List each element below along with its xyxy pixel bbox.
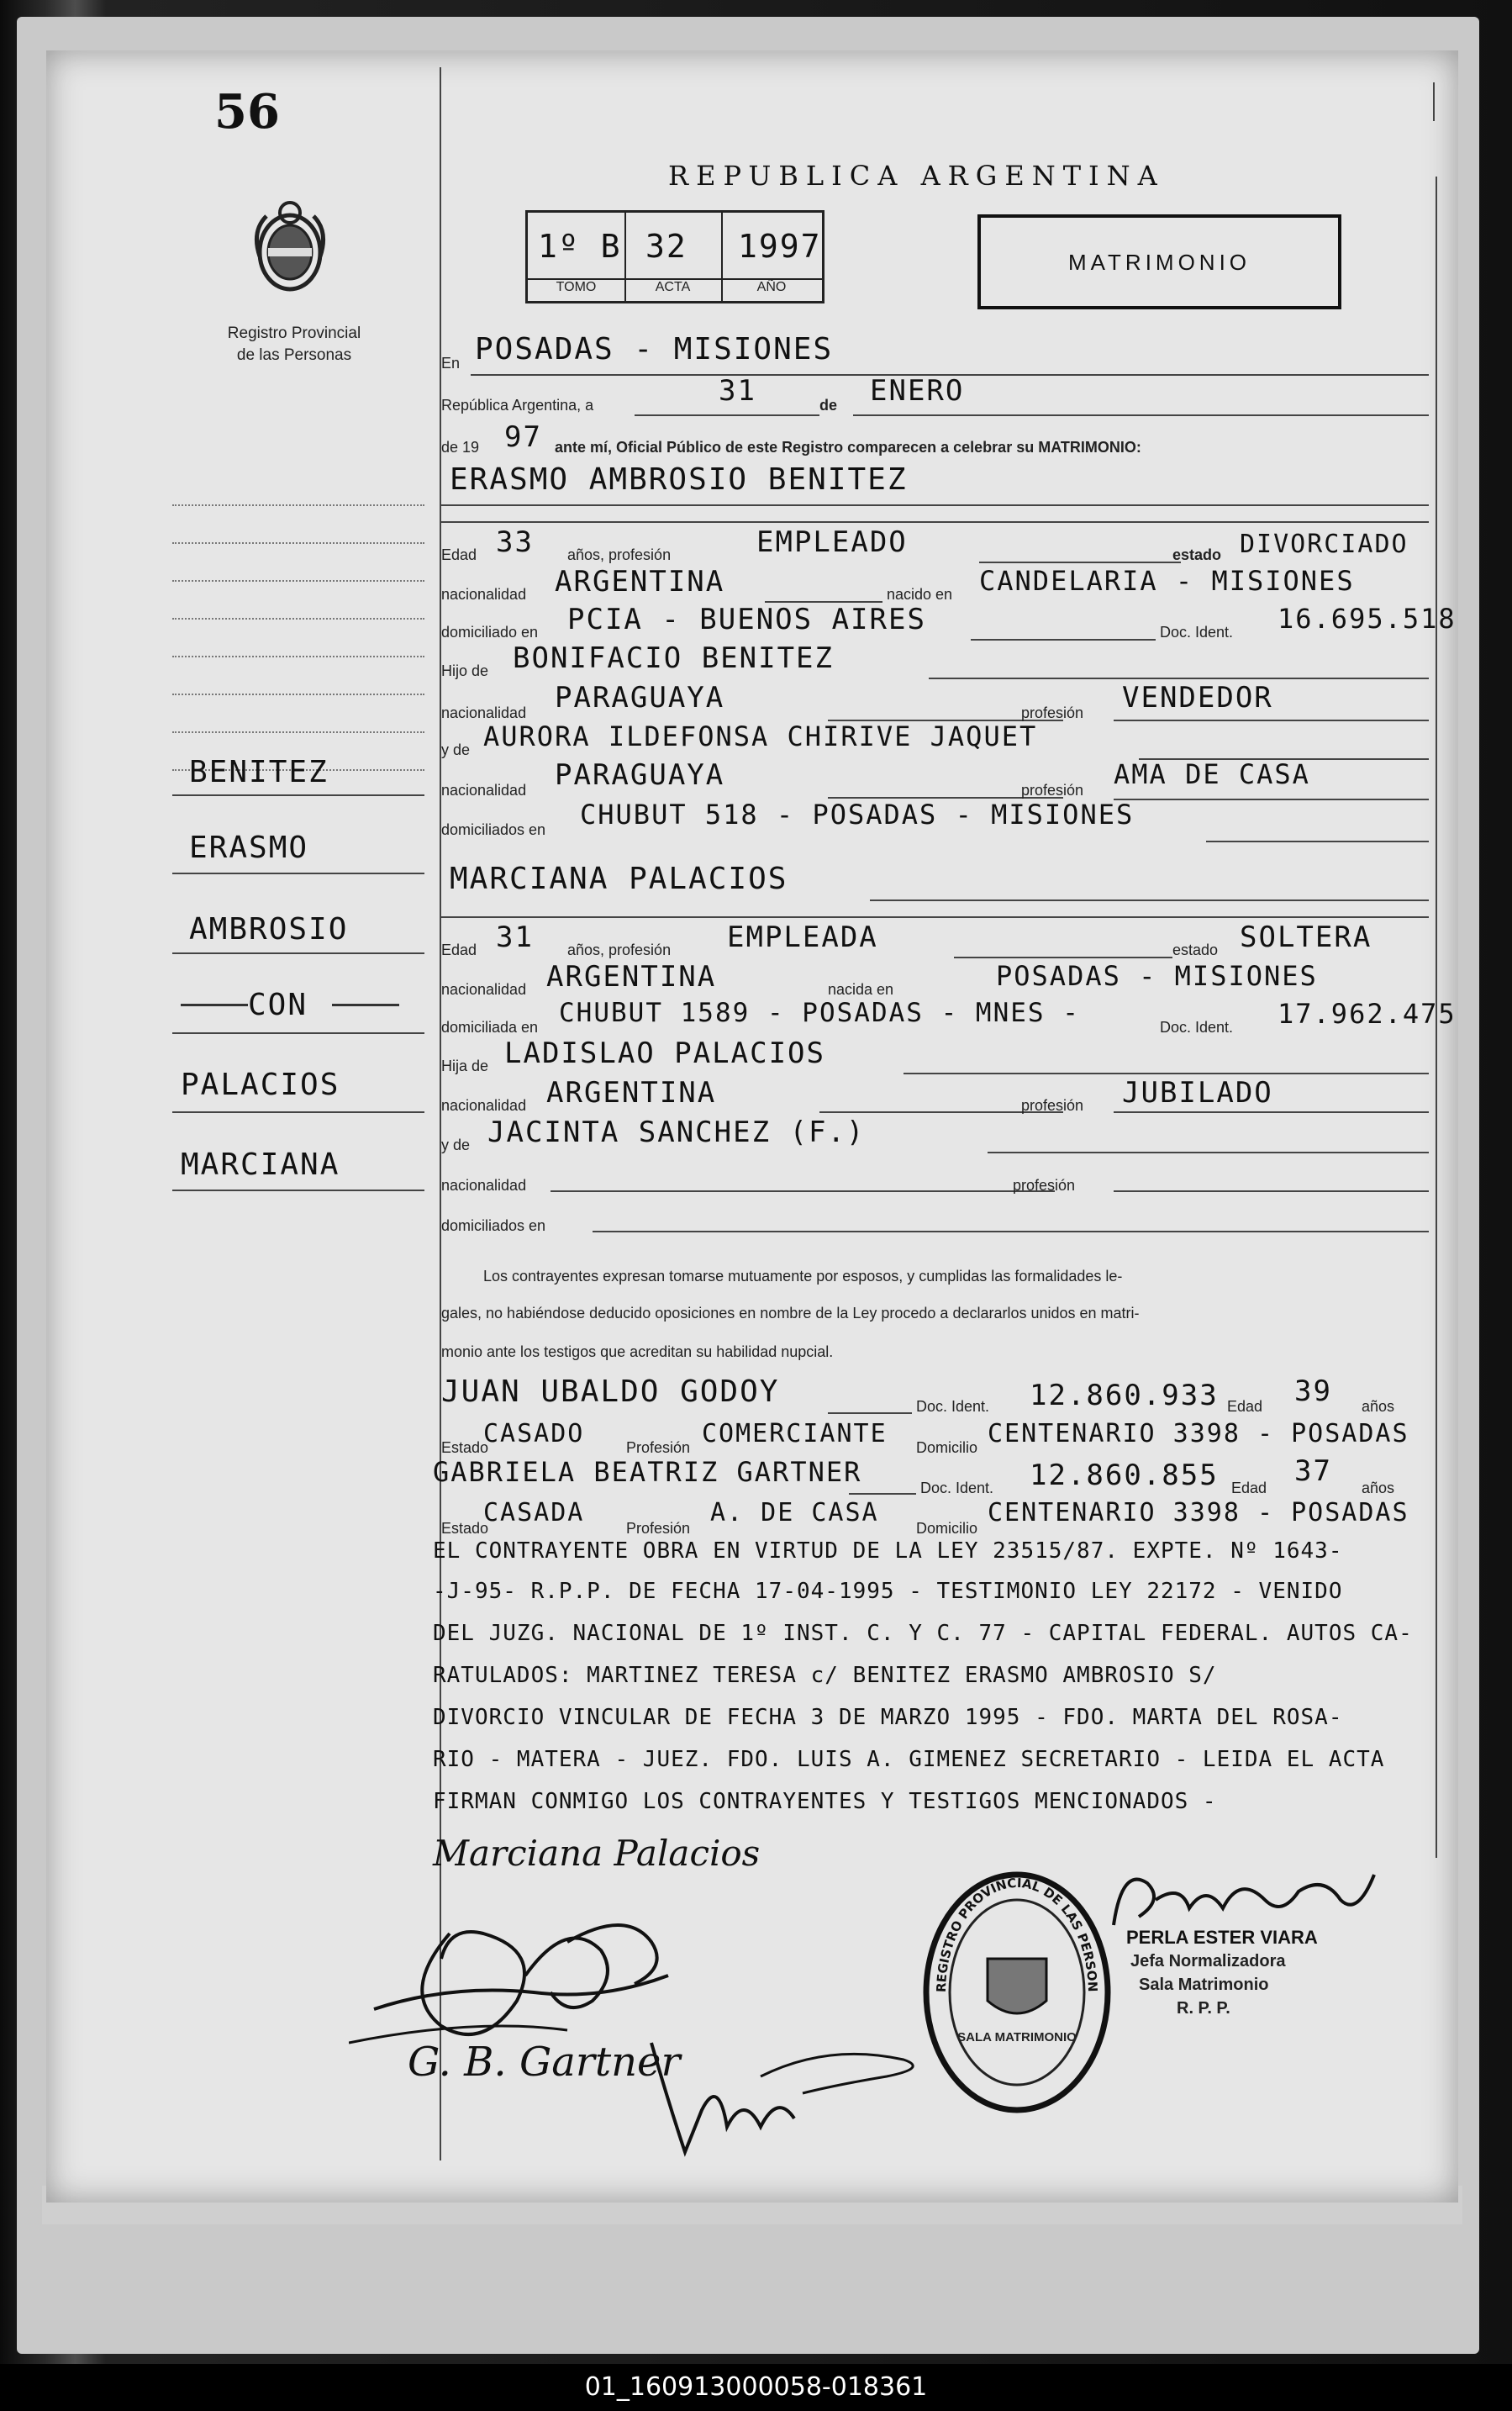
rule	[1114, 720, 1429, 721]
witness1-prof-label: Profesión	[626, 1439, 691, 1456]
witness2-edad-label: Edad	[1231, 1480, 1267, 1496]
bride-edad-label: Edad	[441, 942, 477, 958]
rule	[971, 639, 1156, 641]
register-page	[46, 50, 1458, 2203]
rule	[1114, 1111, 1429, 1113]
en-label: En	[441, 355, 461, 372]
country-header: REPUBLICA ARGENTINA	[668, 160, 1165, 192]
margin-rule	[172, 542, 424, 544]
rule	[870, 900, 1429, 901]
note-line-7: FIRMAN CONMIGO LOS CONTRAYENTES Y TESTIGOS MENCIONADOS -	[433, 1789, 1217, 1814]
bride-madre-nac-label: nacionalidad	[441, 1177, 527, 1194]
groom-edad: 33	[496, 525, 534, 559]
bride-nacionalidad: ARGENTINA	[546, 960, 717, 994]
coat-of-arms-icon	[248, 198, 332, 303]
stamp-ring-text: REGISTRO PROVINCIAL DE LAS PERSON	[933, 1875, 1101, 1993]
witness2-estado: CASADA	[483, 1498, 585, 1527]
witness2-estado-label: Estado	[441, 1520, 489, 1537]
declaration-line-1: Los contrayentes expresan tomarse mutuamente por esposos, y cumplidas las formalidades le-	[483, 1268, 1123, 1285]
groom-padres-dom: CHUBUT 518 - POSADAS - MISIONES	[580, 799, 1135, 831]
rule	[954, 957, 1172, 958]
tomo-label: TOMO	[556, 280, 597, 294]
stamp-center-text: SALA MATRIMONIO	[957, 2030, 1077, 2044]
registry-label-line1: Registro Provincial	[227, 324, 361, 342]
rule	[929, 678, 1429, 679]
tomo-value: 1º B	[538, 228, 622, 265]
rule	[828, 1412, 912, 1414]
official-title-3: R. P. P.	[1177, 1999, 1230, 2018]
republica-label: República Argentina, a	[441, 397, 594, 414]
groom-madre-prof: AMA DE CASA	[1114, 758, 1310, 790]
bride-madre-prof-label: profesión	[1013, 1177, 1076, 1194]
witness1-name: JUAN UBALDO GODOY	[441, 1374, 780, 1409]
witness1-doc-label: Doc. Ident.	[916, 1398, 990, 1415]
document-type-box	[977, 214, 1341, 309]
year-text: ante mí, Oficial Público de este Registro comparecen a celebrar su MATRIMONIO:	[555, 439, 1141, 456]
margin-name-second: AMBROSIO	[189, 912, 349, 947]
month-value: ENERO	[870, 374, 965, 408]
margin-bride-name: MARCIANA	[181, 1147, 340, 1182]
groom-profesion-label: años, profesión	[567, 546, 672, 563]
groom-domicilio: PCIA - BUENOS AIRES	[567, 603, 926, 636]
note-line-2: -J-95- R.P.P. DE FECHA 17-04-1995 - TESTIMONIO LEY 22172 - VENIDO	[433, 1579, 1343, 1604]
margin-underline	[172, 873, 424, 874]
place-value: POSADAS - MISIONES	[475, 332, 834, 367]
groom-nacionalidad: ARGENTINA	[555, 565, 725, 599]
note-line-3: DEL JUZG. NACIONAL DE 1º INST. C. Y C. 77 - CAPITAL FEDERAL. AUTOS CA-	[433, 1621, 1413, 1646]
bride-edad: 31	[496, 921, 534, 954]
groom-edad-label: Edad	[441, 546, 477, 563]
bride-dom-label: domiciliada en	[441, 1019, 539, 1036]
rule	[441, 521, 1429, 523]
bride-doc: 17.962.475	[1278, 998, 1457, 1030]
bride-estado-label: estado	[1172, 942, 1219, 958]
bride-padre: LADISLAO PALACIOS	[504, 1037, 825, 1070]
margin-underline	[172, 794, 424, 796]
corner-mark	[1433, 82, 1435, 121]
bride-profesion-label: años, profesión	[567, 942, 672, 958]
groom-profesion: EMPLEADO	[756, 525, 908, 559]
margin-underline	[172, 1111, 424, 1113]
margin-rule	[172, 504, 424, 506]
bride-nacida: POSADAS - MISIONES	[996, 960, 1318, 992]
margin-name-surname: BENITEZ	[189, 755, 329, 789]
witness1-doc: 12.860.933	[1030, 1379, 1219, 1412]
groom-padres-dom-label: domiciliados en	[441, 821, 546, 838]
witness-signature: G. B. Gartner	[408, 2039, 681, 2086]
margin-rule	[172, 580, 424, 582]
groom-padre-prof-label: profesión	[1021, 704, 1084, 721]
groom-name: ERASMO AMBROSIO BENITEZ	[450, 462, 908, 497]
witness1-estado-label: Estado	[441, 1439, 489, 1456]
groom-nacido: CANDELARIA - MISIONES	[979, 565, 1355, 597]
bride-yde-label: y de	[441, 1137, 471, 1153]
margin-con: CON	[248, 988, 308, 1022]
witness2-prof-label: Profesión	[626, 1520, 691, 1537]
groom-padre: BONIFACIO BENITEZ	[513, 641, 834, 675]
margin-underline	[172, 1032, 424, 1034]
witness2-dom-label: Domicilio	[916, 1520, 978, 1537]
rule	[551, 1190, 1055, 1192]
rule	[1114, 799, 1429, 800]
margin-underline	[172, 1190, 424, 1191]
witness2-edad: 37	[1294, 1454, 1332, 1488]
de-label: de	[819, 397, 838, 414]
declaration-line-3: monio ante los testigos que acreditan su habilidad nupcial.	[441, 1343, 834, 1360]
margin-rule	[172, 618, 424, 620]
rule	[853, 414, 1429, 416]
witness1-domicilio: CENTENARIO 3398 - POSADAS	[988, 1419, 1409, 1448]
groom-madre-nac-label: nacionalidad	[441, 782, 527, 799]
bride-nacida-label: nacida en	[828, 981, 894, 998]
page-number: 56	[214, 84, 280, 140]
year-suffix: 97	[504, 420, 542, 454]
groom-padre-nac-label: nacionalidad	[441, 704, 527, 721]
bride-nac-label: nacionalidad	[441, 981, 527, 998]
acta-value: 32	[645, 228, 688, 265]
groom-doc: 16.695.518	[1278, 603, 1457, 635]
bride-signature: Marciana Palacios	[433, 1833, 761, 1874]
con-dash-right	[332, 1004, 399, 1006]
bride-padre-nac-label: nacionalidad	[441, 1097, 527, 1114]
bride-padre-prof-label: profesión	[1021, 1097, 1084, 1114]
margin-rule	[172, 694, 424, 695]
bride-madre: JACINTA SANCHEZ (F.)	[487, 1116, 866, 1149]
year-prefix: de 19	[441, 439, 480, 456]
groom-nac-label: nacionalidad	[441, 586, 527, 603]
groom-padre-prof: VENDEDOR	[1122, 681, 1273, 715]
footer-id: 01_160913000058-018361	[0, 2364, 1512, 2411]
anio-value: 1997	[738, 228, 822, 265]
groom-estado: DIVORCIADO	[1240, 530, 1409, 559]
bride-domicilio: CHUBUT 1589 - POSADAS - MNES -	[559, 998, 1080, 1028]
bride-padre-prof: JUBILADO	[1122, 1076, 1273, 1110]
official-title-2: Sala Matrimonio	[1139, 1976, 1269, 1994]
registry-stamp	[920, 1866, 1114, 2118]
note-line-5: DIVORCIO VINCULAR DE FECHA 3 DE MARZO 1995 - FDO. MARTA DEL ROSA-	[433, 1705, 1343, 1730]
official-name: PERLA ESTER VIARA	[1126, 1927, 1318, 1948]
con-dash-left	[181, 1004, 248, 1006]
rule	[593, 1231, 1429, 1232]
rule	[849, 1493, 916, 1495]
registry-label-line2: de las Personas	[236, 346, 352, 364]
note-line-4: RATULADOS: MARTINEZ TERESA c/ BENITEZ ERASMO AMBROSIO S/	[433, 1663, 1217, 1688]
bride-padre-nac: ARGENTINA	[546, 1076, 717, 1110]
witness1-edad: 39	[1294, 1374, 1332, 1408]
declaration-line-2: gales, no habiéndose deducido oposiciones en nombre de la Ley procedo a declararlos unidos en matri-	[441, 1305, 1140, 1322]
groom-dom-label: domiciliado en	[441, 624, 539, 641]
bride-hija-label: Hija de	[441, 1058, 489, 1074]
margin-rule	[172, 731, 424, 733]
margin-rule	[172, 656, 424, 657]
acta-label: ACTA	[655, 280, 691, 294]
bride-profesion: EMPLEADA	[727, 921, 878, 954]
groom-madre: AURORA ILDEFONSA CHIRIVE JAQUET	[483, 720, 1038, 752]
witness2-anos-label: años	[1362, 1480, 1395, 1496]
rule	[1114, 1190, 1429, 1192]
bride-padres-dom-label: domiciliados en	[441, 1217, 546, 1234]
bride-estado: SOLTERA	[1240, 921, 1372, 954]
groom-nacido-label: nacido en	[887, 586, 953, 603]
witness2-doc: 12.860.855	[1030, 1459, 1219, 1492]
official-title-1: Jefa Normalizadora	[1130, 1952, 1286, 1970]
rule	[635, 414, 819, 416]
witness2-name: GABRIELA BEATRIZ GARTNER	[433, 1456, 862, 1488]
rule	[441, 504, 1429, 506]
rule	[988, 1152, 1429, 1153]
day-value: 31	[719, 374, 756, 408]
witness2-doc-label: Doc. Ident.	[920, 1480, 994, 1496]
rule	[441, 916, 1429, 918]
official-signature-mark	[635, 2018, 937, 2165]
witness2-profesion: A. DE CASA	[710, 1498, 879, 1527]
note-line-6: RIO - MATERA - JUEZ. FDO. LUIS A. GIMENEZ SECRETARIO - LEIDA EL ACTA	[433, 1747, 1385, 1772]
witness1-estado: CASADO	[483, 1419, 585, 1448]
note-line-1: EL CONTRAYENTE OBRA EN VIRTUD DE LA LEY 23515/87. EXPTE. Nº 1643-	[433, 1538, 1343, 1564]
groom-doc-label: Doc. Ident.	[1160, 624, 1234, 641]
margin-bride-surname: PALACIOS	[181, 1068, 340, 1102]
witness1-dom-label: Domicilio	[916, 1439, 978, 1456]
margin-name-first: ERASMO	[189, 831, 309, 865]
document-type: MATRIMONIO	[1067, 250, 1251, 275]
anio-label: AÑO	[756, 280, 787, 294]
witness2-domicilio: CENTENARIO 3398 - POSADAS	[988, 1498, 1409, 1527]
rule	[904, 1073, 1429, 1074]
groom-madre-prof-label: profesión	[1021, 782, 1084, 799]
witness1-profesion: COMERCIANTE	[702, 1419, 888, 1448]
margin-underline	[172, 952, 424, 954]
groom-yde-label: y de	[441, 741, 471, 758]
groom-padre-nac: PARAGUAYA	[555, 681, 725, 715]
rule	[979, 562, 1181, 563]
record-box	[525, 210, 824, 303]
groom-madre-nac: PARAGUAYA	[555, 758, 725, 792]
witness1-anos-label: años	[1362, 1398, 1395, 1415]
groom-hijo-label: Hijo de	[441, 662, 489, 679]
bride-doc-label: Doc. Ident.	[1160, 1019, 1234, 1036]
rule	[1206, 841, 1429, 842]
bride-name: MARCIANA PALACIOS	[450, 862, 788, 896]
witness1-edad-label: Edad	[1227, 1398, 1263, 1415]
groom-estado-label: estado	[1172, 546, 1222, 563]
